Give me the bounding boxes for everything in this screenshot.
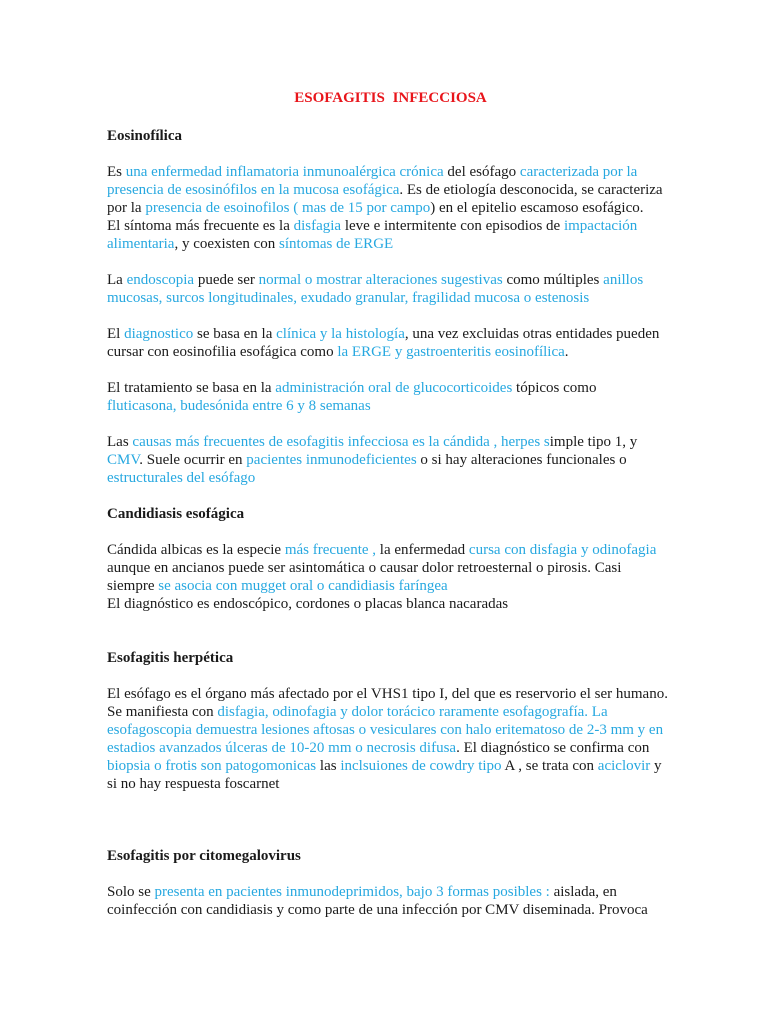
paragraph-candidiasis: Cándida albicas es la especie más frecuente , la enfermedad cursa con disfagia y odinofagia aunque en ancianos puede ser asintomática o causar dolor retroesternal o pirosis. Casi siempre se asocia con mugget oral o candidiasis faríngea [107, 542, 657, 594]
section-heading-cmv: Esofagitis por citomegalovirus [107, 848, 301, 864]
section-heading-herpetica: Esofagitis herpética [107, 650, 234, 666]
document-title: ESOFAGITIS INFECCIOSA [294, 90, 487, 106]
paragraph-cmv: Solo se presenta en pacientes inmunodeprimidos, bajo 3 formas posibles : aislada, en coinfección con candidiasis y como parte de una infección por CMV diseminada. Provoca [107, 884, 648, 918]
paragraph-eos-definition: Es una enfermedad inflamatoria inmunoalérgica crónica del esófago caracterizada por la presencia de esosinófilos en la mucosa esofágica. Es de etiología desconocida, se caracteriza por la presencia de esoinofilos ( mas de 15 por campo) en el epitelio escamoso esofágico. [107, 164, 663, 216]
paragraph-eos-symptoms: El síntoma más frecuente es la disfagia leve e intermitente con episodios de impactación alimentaria, y coexisten con síntomas de ERGE [107, 218, 638, 252]
paragraph-eos-endoscopy: La endoscopia puede ser normal o mostrar alteraciones sugestivas como múltiples anillos mucosas, surcos longitudinales, exudado granular, fragilidad mucosa o estenosis [107, 272, 644, 306]
paragraph-candidiasis-diagnosis: El diagnóstico es endoscópico, cordones o placas blanca nacaradas [107, 596, 509, 612]
section-heading-candidiasis: Candidiasis esofágica [107, 506, 245, 522]
paragraph-eos-diagnosis: El diagnostico se basa en la clínica y la histología, una vez excluidas otras entidades pueden cursar con eosinofilia esofágica como la ERGE y gastroenteritis eosinofílica. [107, 326, 660, 360]
paragraph-eos-treatment: El tratamiento se basa en la administración oral de glucocorticoides tópicos como fluticasona, budesónida entre 6 y 8 semanas [107, 380, 597, 414]
section-heading-eosinofilica: Eosinofílica [107, 128, 183, 144]
paragraph-herpetica: El esófago es el órgano más afectado por el VHS1 tipo I, del que es reservorio el ser humano. Se manifiesta con disfagia, odinofagia y dolor torácico raramente esofagografía. La esofagoscopia demuestra lesiones aftosas o vesiculares con halo eritematoso de 2-3 mm y en estadios avanzados úlceras de 10-20 mm o necrosis difusa. El diagnóstico se confirma con biopsia o frotis son patogomonicas las inclsuiones de cowdry tipo A , se trata con aciclovir y si no hay respuesta foscarnet [107, 686, 668, 792]
paragraph-infectious-causes: Las causas más frecuentes de esofagitis infecciosa es la cándida , herpes simple tipo 1, y CMV. Suele ocurrir en pacientes inmunodeficientes o si hay alteraciones funcionales o estructurales del esófago [107, 434, 638, 486]
